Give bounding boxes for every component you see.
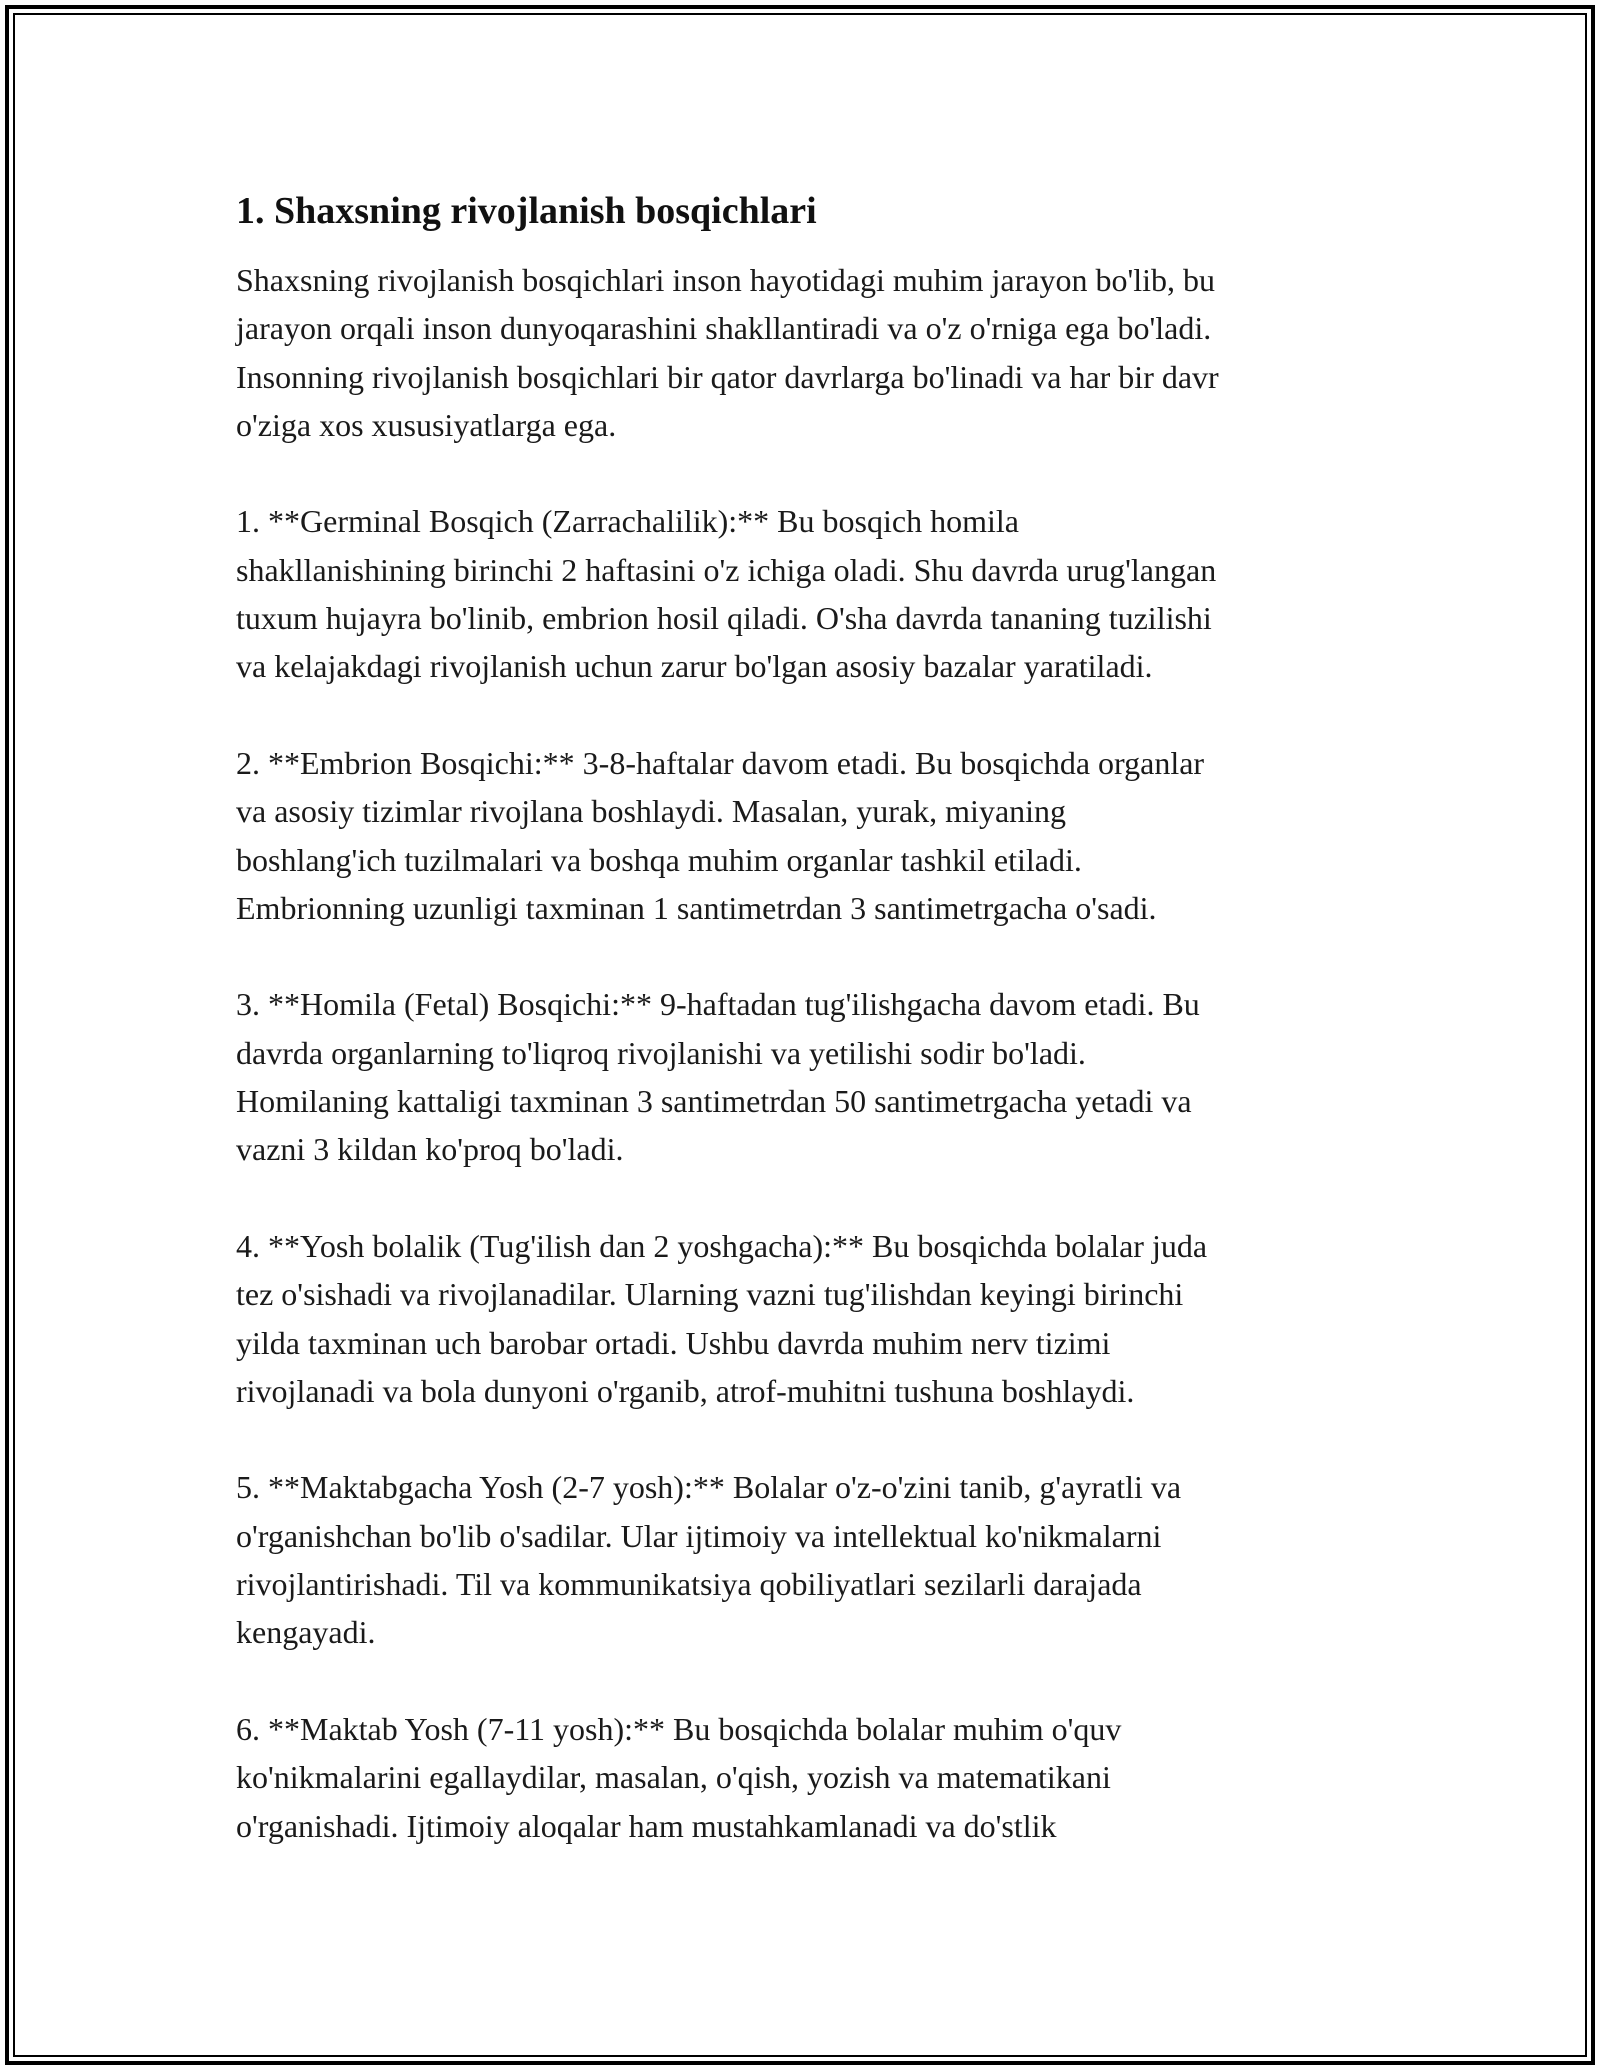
text-line: rivojlanadi va bola dunyoni o'rganib, atrof-muhitni tushuna boshlaydi. — [236, 1372, 1135, 1409]
text-line: yilda taxminan uch barobar ortadi. Ushbu davrda muhim nerv tizimi — [236, 1324, 1111, 1361]
text-line: va asosiy tizimlar rivojlana boshlaydi. Masalan, yurak, miyaning — [236, 793, 1067, 830]
text-line: tez o'sishadi va rivojlanadilar. Ularning vazni tug'ilishdan keyingi birinchi — [236, 1276, 1184, 1313]
text-line: va kelajakdagi rivojlanish uchun zarur bo'lgan asosiy bazalar yaratiladi. — [236, 648, 1153, 685]
text-line: o'ziga xos xususiyatlarga ega. — [236, 406, 617, 443]
text-line: 5. **Maktabgacha Yosh (2-7 yosh):** Bolalar o'z-o'zini tanib, g'ayratli va — [236, 1469, 1182, 1506]
text-line: shakllanishining birinchi 2 haftasini o'z ichiga oladi. Shu davrda urug'langan — [236, 551, 1217, 588]
text-line: jarayon orqali inson dunyoqarashini shakllantiradi va o'z o'rniga ega bo'ladi. — [236, 310, 1212, 347]
stage-paragraph-fetal — [236, 980, 1376, 1173]
text-line: kengayadi. — [236, 1614, 376, 1651]
text-line: Insonning rivojlanish bosqichlari bir qator davrlarga bo'linadi va har bir davr — [236, 358, 1219, 395]
text-line: 3. **Homila (Fetal) Bosqichi:** 9-haftadan tug'ilishgacha davom etadi. Bu — [236, 986, 1200, 1023]
text-line: 2. **Embrion Bosqichi:** 3-8-haftalar davom etadi. Bu bosqichda organlar — [236, 744, 1205, 781]
text-line: davrda organlarning to'liqroq rivojlanishi va yetilishi sodir bo'ladi. — [236, 1034, 1086, 1071]
text-line: ko'nikmalarini egallaydilar, masalan, o'qish, yozish va matematikani — [236, 1759, 1111, 1796]
text-line: 4. **Yosh bolalik (Tug'ilish dan 2 yoshgacha):** Bu bosqichda bolalar juda — [236, 1227, 1208, 1264]
text-line: vazni 3 kildan ko'proq bo'ladi. — [236, 1131, 624, 1168]
intro-paragraph — [236, 256, 1376, 449]
text-line: Homilaning kattaligi taxminan 3 santimetrdan 50 santimetrgacha yetadi va — [236, 1083, 1192, 1120]
stage-paragraph-preschool — [236, 1463, 1376, 1656]
stage-paragraph-germinal — [236, 497, 1376, 690]
text-line: 1. **Germinal Bosqich (Zarrachalilik):** Bu bosqich homila — [236, 503, 1019, 540]
text-line: Embrionning uzunligi taxminan 1 santimetrdan 3 santimetrgacha o'sadi. — [236, 889, 1157, 926]
text-line: 6. **Maktab Yosh (7-11 yosh):** Bu bosqichda bolalar muhim o'quv — [236, 1710, 1122, 1747]
text-line: o'rganishchan bo'lib o'sadilar. Ular ijtimoiy va intellektual ko'nikmalarni — [236, 1517, 1162, 1554]
stage-paragraph-school — [236, 1705, 1376, 1850]
text-line: Shaxsning rivojlanish bosqichlari inson hayotidagi muhim jarayon bo'lib, bu — [236, 262, 1215, 298]
document-page — [236, 186, 1376, 1898]
stage-paragraph-infancy — [236, 1222, 1376, 1415]
text-line: rivojlantirishadi. Til va kommunikatsiya qobiliyatlari sezilarli darajada — [236, 1566, 1142, 1603]
text-line: boshlang'ich tuzilmalari va boshqa muhim organlar tashkil etiladi. — [236, 841, 1082, 878]
text-line: o'rganishadi. Ijtimoiy aloqalar ham mustahkamlanadi va do'stlik — [236, 1807, 1057, 1844]
text-line: tuxum hujayra bo'linib, embrion hosil qiladi. O'sha davrda tananing tuzilishi — [236, 600, 1212, 637]
section-heading: 1. Shaxsning rivojlanish bosqichlari — [236, 190, 817, 232]
stage-paragraph-embrion — [236, 739, 1376, 932]
